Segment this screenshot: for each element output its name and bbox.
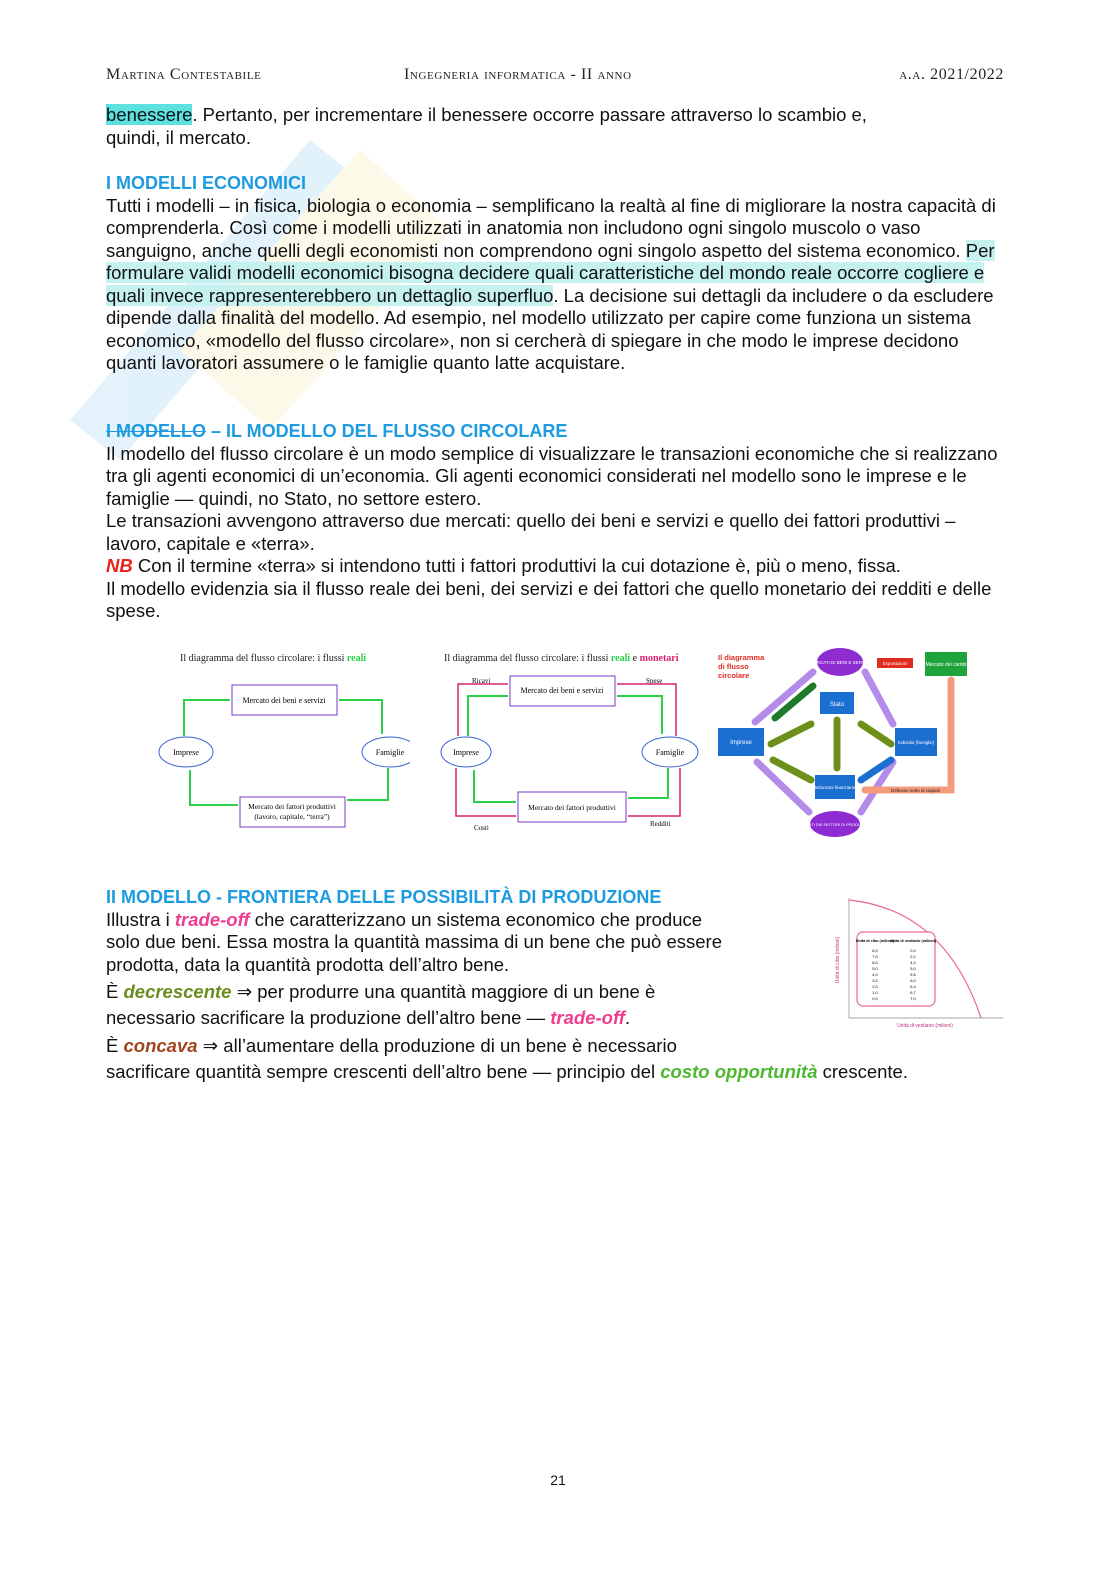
term-concava: concava	[123, 1035, 198, 1056]
section-para: Le transazioni avvengono attraverso due mercati: quello dei beni e servizi e quello dei fattori produttivi – lavoro, capitale e «terra».	[106, 510, 956, 554]
circular-flow-figures	[150, 640, 970, 845]
fig2-real-arrows	[468, 696, 668, 802]
header-author: Martina Contestabile	[106, 66, 262, 83]
term-costo-opportunita: costo opportunità	[660, 1060, 818, 1082]
section-title	[106, 420, 1006, 443]
fig2-title: Il diagramma del flusso circolare: i flussi reali e monetari	[444, 653, 679, 664]
frontier-col1: Unità di cibo (milioni)	[855, 939, 895, 943]
intro-paragraph	[106, 104, 1006, 149]
intro-text: . Pertanto, per incrementare il benessere occorre passare attraverso lo scambio e,	[192, 104, 867, 125]
figure-full-circular-flow	[715, 640, 970, 840]
fig3-firms: Imprese	[730, 740, 752, 746]
section-modelli-economici	[106, 172, 1006, 375]
frontier-clothes-value: 6,4	[910, 984, 916, 989]
frontier-food-value: 8,0	[872, 948, 878, 953]
highlighted-text: Per formulare validi modelli economici bisogna decidere quali caratteristiche del mondo reale occorre cogliere e quali invece rappresenterebbero un dettaglio superfluo	[106, 239, 995, 306]
figure-real-and-money-flows	[440, 640, 700, 840]
frontier-food-value: 4,0	[872, 972, 878, 977]
fig1-firms: Imprese	[173, 748, 199, 757]
fig2-revenues: Ricavi	[472, 677, 491, 685]
highlight-benessere: benessere	[106, 104, 193, 125]
section-para: Il modello evidenzia sia il flusso reale dei beni, dei servizi e dei fattori che quello monetario dei redditi e delle spese.	[106, 577, 992, 621]
fig1-arrows	[184, 700, 388, 805]
frontier-food-value: 7,0	[872, 954, 878, 959]
section-title: II MODELLO - FRONTIERA DELLE POSSIBILITÀ DI PRODUZIONE	[106, 887, 662, 907]
text: .	[624, 1006, 631, 1028]
page-number: 21	[550, 1472, 566, 1488]
text: È	[106, 981, 124, 1002]
frontier-food-value: 6,0	[872, 960, 878, 965]
nb-text: Con il termine «terra» si intendono tutti i fattori produttivi la cui dotazione è, più o meno, fissa.	[132, 555, 901, 576]
text: crescente.	[817, 1060, 908, 1082]
fig2-families: Famiglie	[655, 748, 685, 757]
fig3-exchange-market: Mercato dei cambi	[925, 662, 967, 668]
fig3-title-3: circolare	[718, 671, 750, 680]
fig3-goods-market: MERCATI DI BENI E SERVIZI	[809, 660, 871, 665]
term-trade-off: trade-off	[174, 908, 250, 930]
header-year: a.a. 2021/2022	[899, 66, 1004, 83]
frontier-clothes-value: 4,2	[910, 960, 916, 965]
fig2-incomes: Redditi	[650, 820, 671, 828]
fig2-costs: Costi	[474, 824, 489, 832]
fig3-net-capital: Deflusso netto di capitali	[891, 788, 940, 793]
frontier-food-value: 3,0	[872, 978, 878, 983]
page-header	[106, 66, 1004, 86]
frontier-col2: Unità di vestiario (milioni)	[889, 939, 937, 943]
term-trade-off: trade-off	[550, 1006, 625, 1028]
fig3-state: Stato	[829, 702, 845, 708]
frontier-ylabel: Unità di cibo (milioni)	[835, 936, 841, 984]
fig1-goods-market: Mercato dei beni e servizi	[242, 696, 326, 705]
term-decrescente: decrescente	[123, 981, 232, 1002]
nb-label: NB	[106, 555, 133, 576]
fig2-factor-market: Mercato dei fattori produttivi	[528, 803, 616, 812]
text: ⇒ all’aumentare della produzione di un bene è necessario	[197, 1035, 677, 1056]
section-text: . La decisione sui dettagli da includere o da escludere dipende dalla finalità del modello. Ad esempio, nel modello utilizzato per capire come funziona un sistema economico, «modello del flusso circolare», non si cercherà di spiegare in che modo le imprese decidono quanti lavoratori assumere o le famiglie quanto latte acquistare.	[106, 284, 994, 373]
section-text: Tutti i modelli – in fisica, biologia o economia – semplificano la realtà al fine di migliorare la nostra capacità di comprenderla. Così come i modelli utilizzati in anatomia non includono ogni singolo muscolo o vaso sanguigno, anche quelli degli economisti non comprendono ogni singolo aspetto del sistema economico.	[106, 194, 996, 261]
text: che caratterizzano un sistema economico che produce	[249, 908, 703, 930]
section-title: I MODELLI ECONOMICI	[106, 173, 306, 193]
frontier-food-value: 2,0	[872, 984, 878, 989]
frontier-food-value: 5,0	[872, 966, 878, 971]
text: sacrificare quantità sempre crescenti dell’altro bene — principio del	[106, 1060, 661, 1082]
frontier-table	[857, 932, 935, 1006]
fig2-expenses: Spese	[646, 677, 663, 685]
frontier-food-value: 1,0	[872, 990, 878, 995]
fig3-financial: Istituzioni finanziarie	[814, 785, 856, 790]
frontier-clothes-value: 6,0	[910, 978, 916, 983]
figure-real-flows	[150, 640, 410, 840]
frontier-clothes-value: 6,7	[910, 990, 916, 995]
header-course: Ingegneria informatica - II anno	[404, 66, 632, 83]
text: necessario sacrificare la produzione dell’altro bene —	[106, 1006, 551, 1028]
fig3-factor-market: MERCATI DEI FATTORI DI PRODUZIONE	[796, 822, 874, 827]
frontier-clothes-value: 5,0	[910, 966, 916, 971]
text: È	[106, 1035, 124, 1056]
text: Illustra i	[106, 908, 175, 930]
intro-line2: quindi, il mercato.	[106, 126, 251, 148]
fig3-title-1: Il diagramma	[718, 653, 765, 662]
frontier-clothes-value: 5,6	[910, 972, 916, 977]
fig1-families: Famiglie	[375, 748, 405, 757]
section-title-part: – IL MODELLO DEL FLUSSO CIRCOLARE	[206, 421, 568, 441]
frontier-para-1-line3: prodotta, data la quantità prodotta dell’altro bene.	[106, 953, 510, 975]
frontier-xlabel: Unità di vestiario (milioni)	[897, 1023, 953, 1029]
frontier-para-3	[106, 1035, 1006, 1058]
frontier-chart	[835, 890, 1005, 1030]
frontier-clothes-value: 7,0	[910, 996, 916, 1001]
fig1-title: Il diagramma del flusso circolare: i flussi reali	[180, 653, 367, 664]
fig3-title-2: di flusso	[718, 662, 749, 671]
section-flusso-circolare	[106, 420, 1006, 623]
frontier-para-3-line2	[106, 1061, 1006, 1084]
fig1-factor-market-1: Mercato dei fattori produttivi	[248, 802, 336, 811]
text: ⇒ per produrre una quantità maggiore di un bene è	[231, 981, 656, 1002]
frontier-clothes-value: 0,0	[910, 948, 916, 953]
section-body	[106, 195, 1006, 375]
fig1-factor-market-2: (lavoro, capitale, “terra”)	[254, 812, 330, 821]
frontier-clothes-value: 2,2	[910, 954, 916, 959]
fig2-firms: Imprese	[453, 748, 479, 757]
section-title-part: I MODELLO	[106, 421, 206, 441]
fig2-goods-market: Mercato dei beni e servizi	[520, 686, 604, 695]
fig3-exports: Esportazioni	[882, 661, 908, 666]
nb-para	[106, 555, 1006, 578]
section-para: Il modello del flusso circolare è un modo semplice di visualizzare le transazioni economiche che si realizzano tra gli agenti economici di un’economia. Gli agenti economici considerati nel modello sono le imprese e le famiglie — quindi, no Stato, no settore estero.	[106, 442, 998, 509]
fig3-individuals: Individui (famiglie)	[897, 740, 935, 745]
frontier-food-value: 0,0	[872, 996, 878, 1001]
frontier-para-1-line2: solo due beni. Essa mostra la quantità massima di un bene che può essere	[106, 931, 723, 952]
